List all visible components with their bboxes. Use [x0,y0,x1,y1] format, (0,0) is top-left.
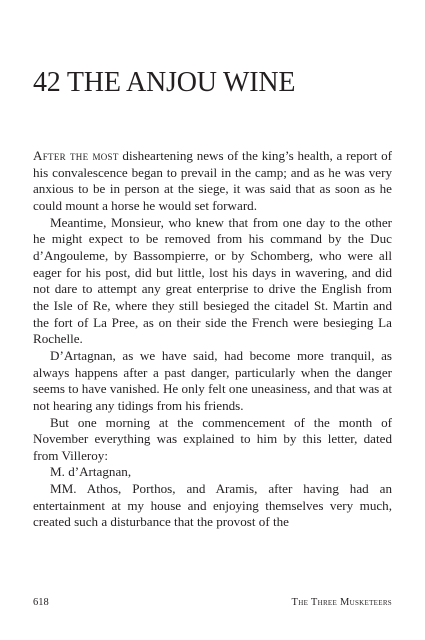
running-title: The Three Musketeers [291,597,392,608]
paragraph-3: D’Artagnan, as we have said, had become more tranquil, as always happens after a past danger, particularly when the danger seems to have vanished. He only felt one uneasiness, and that was at not hearing any tidings from his friends. [33,347,392,413]
paragraph-4: But one morning at the commencement of the month of November everything was explained to him by this letter, dated from Villeroy: [33,414,392,463]
opening-small-caps: After the most [33,148,119,163]
page-footer [33,596,392,610]
chapter-title: 42 THE ANJOU WINE [33,67,296,98]
letter-body: MM. Athos, Porthos, and Aramis, after having had an entertainment at my house and enjoying themselves very much, created such a disturbance that the provost of the [33,481,392,530]
paragraph-1 [33,148,392,215]
paragraph-1-text: disheartening news of the king’s health, a report of his convalescence began to prevail in the camp; and as he was very anxious to be in person at the siege, it was said that as soon as he could mount a horse he would set forward. [33,148,392,213]
letter-salutation: M. d’Artagnan, [50,464,132,480]
page-number: 618 [33,597,49,608]
chapter-body [33,148,392,531]
paragraph-2: Meantime, Monsieur, who knew that from one day to the other he might expect to be removed from his command by the Duc d’Angouleme, by Bassompierre, or by Schomberg, who were all eager for his post, did but little, lost his days in wavering, and did not dare to attempt any great enterprise to drive the English from the Isle of Re, where they still besieged the citadel St. Martin and the fort of La Pree, as on their side the French were besieging La Rochelle. [33,214,392,347]
